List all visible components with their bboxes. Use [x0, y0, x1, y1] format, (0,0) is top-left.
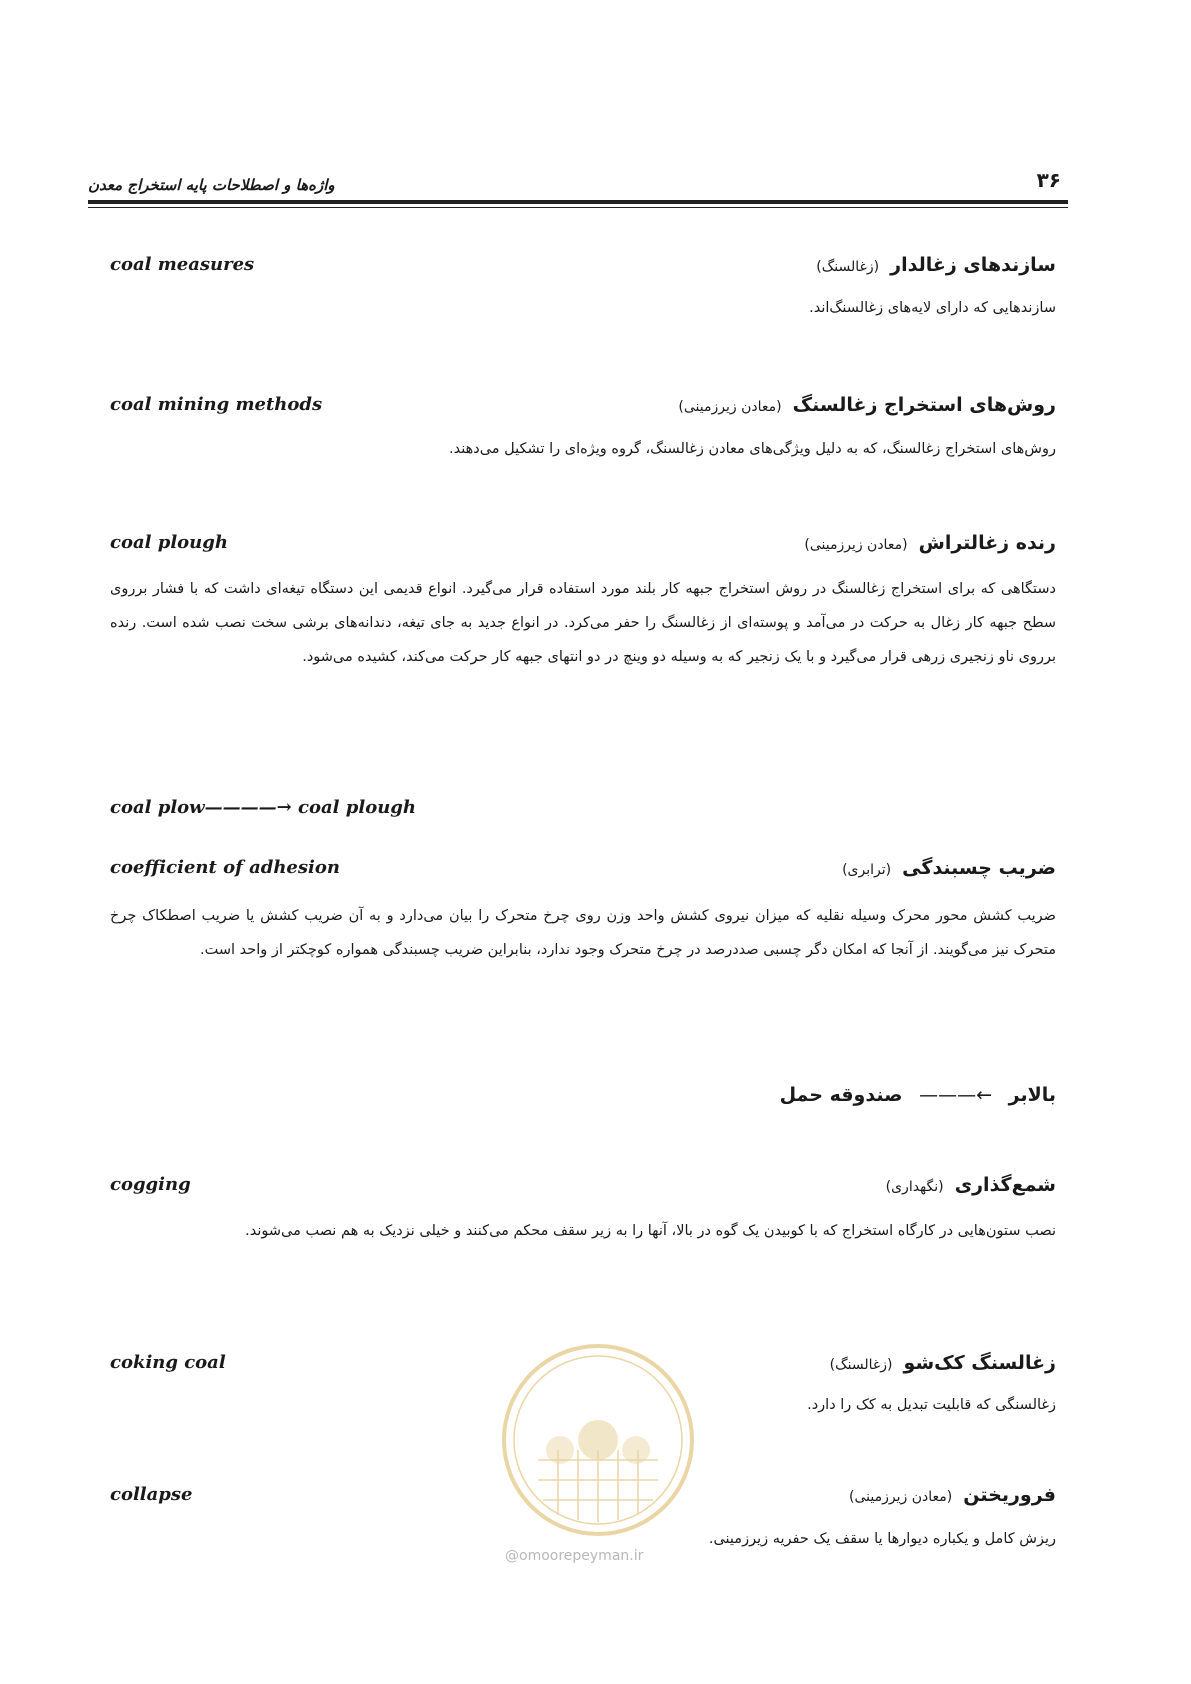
xref-arrow: ←———	[919, 1084, 992, 1106]
persian-heading	[849, 1484, 1056, 1506]
persian-term: رنده زغالتراش	[918, 532, 1056, 554]
persian-heading	[886, 1174, 1056, 1196]
running-header-title: واژه‌ها و اصطلاحات پایه استخراج معدن	[88, 176, 335, 194]
term-domain: (معادن زیرزمینی)	[678, 399, 782, 415]
english-term: coal plough	[110, 532, 228, 553]
english-term: coking coal	[110, 1352, 226, 1373]
english-cross-reference	[110, 797, 416, 818]
xref-from-term: بالابر	[1008, 1084, 1056, 1106]
english-term: coal measures	[110, 254, 255, 275]
english-term: cogging	[110, 1174, 191, 1195]
definition-text: زغالسنگی که قابلیت تبدیل به کک را دارد.	[807, 1397, 1056, 1413]
term-domain: (نگهداری)	[885, 1179, 944, 1195]
xref-to-term: coal plough	[298, 797, 416, 818]
definition-text: نصب ستون‌هایی در کارگاه استخراج که با کوبیدن یک گوه در بالا، آنها را به زیر سقف محکم می‌کنند و خیلی نزدیک به هم نصب می‌شوند.	[245, 1223, 1056, 1239]
definition-text: روش‌های استخراج زغالسنگ، که به دلیل ویژگی‌های معادن زغالسنگ، گروه ویژه‌ای را تشکیل می‌دهند.	[449, 441, 1056, 457]
persian-heading	[678, 394, 1056, 416]
header-rule-thick	[88, 200, 1068, 204]
persian-term: سازندهای زغالدار	[890, 254, 1056, 276]
persian-heading	[816, 254, 1056, 276]
english-term: collapse	[110, 1484, 193, 1505]
xref-to-term: صندوقه حمل	[779, 1084, 903, 1106]
english-term: coefficient of adhesion	[110, 857, 340, 878]
definition-text: دستگاهی که برای استخراج زغالسنگ در روش استخراج جبهه کار بلند مورد استفاده قرار می‌گیرد. انواع قدیمی این دستگاه تیغه‌ای داشت که با فشار برروی سطح جبهه کار زغال به حرکت در می‌آمد و پوسته‌ای از زغالسنگ را حفر می‌کرد. در انواع جدید به جای تیغه، دندانه‌های برشی سخت نصب شده است. رنده برروی ناو زنجیری زرهی قرار می‌گیرد و با یک زنجیر که به وسیله دو وینچ در دو انتهای جبهه کار حرکت می‌کند، کشیده می‌شود.	[110, 581, 1056, 665]
definition-text: ریزش کامل و یکباره دیوارها یا سقف یک حفریه زیرزمینی.	[708, 1531, 1056, 1547]
term-domain: (زغالسنگ)	[829, 1357, 893, 1373]
page-number: ۳۶	[1036, 168, 1061, 192]
definition-text: سازندهایی که دارای لایه‌های زغالسنگ‌اند.	[809, 300, 1056, 316]
term-domain: (ترابری)	[842, 862, 892, 878]
term-domain: (معادن زیرزمینی)	[804, 537, 908, 553]
persian-heading	[830, 1352, 1056, 1374]
persian-term: روش‌های استخراج زغالسنگ	[792, 394, 1056, 416]
term-domain: (زغالسنگ)	[816, 259, 880, 275]
persian-term: فروریختن	[963, 1484, 1056, 1506]
persian-term: ضریب چسبندگی	[902, 857, 1056, 879]
watermark-logo-icon	[498, 1340, 698, 1540]
watermark-text: @omoorepeyman.ir	[505, 1548, 644, 1564]
xref-from-term: coal plow	[110, 797, 205, 818]
persian-cross-reference	[780, 1084, 1056, 1106]
persian-term: زغالسنگ کک‌شو	[903, 1352, 1056, 1374]
persian-heading	[804, 532, 1056, 554]
term-domain: (معادن زیرزمینی)	[849, 1489, 953, 1505]
persian-heading	[842, 857, 1056, 879]
header-rule-thin	[88, 207, 1068, 208]
definition-text: ضریب کشش محور محرک وسیله نقلیه که میزان نیروی کشش واحد وزن روی چرخ متحرک را بیان می‌دارد و به آن ضریب کشش یا ضریب اصطکاک چرخ متحرک نیز می‌گویند. از آنجا که امکان دگر چسبی صددرصد در چرخ متحرک وجود ندارد، بنابراین ضریب چسبندگی همواره کوچکتر از واحد است.	[110, 908, 1056, 958]
xref-arrow: ————→	[204, 797, 292, 818]
persian-term: شمع‌گذاری	[954, 1174, 1056, 1196]
english-term: coal mining methods	[110, 394, 323, 415]
